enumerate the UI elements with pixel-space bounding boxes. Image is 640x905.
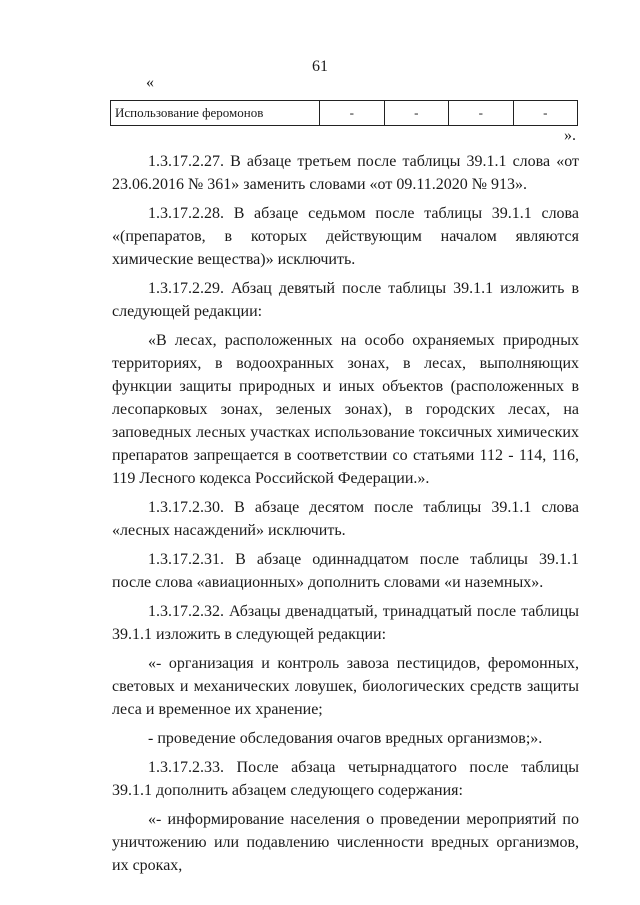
table-cell: - <box>449 101 514 126</box>
paragraph: «- организация и контроль завоза пестицидов, феромонных, световых и механических ловушек, биологических средств защиты леса и временное их хранение; <box>112 655 579 718</box>
paragraph: 1.3.17.2.32. Абзацы двенадцатый, тринадцатый после таблицы 39.1.1 изложить в следующей редакции: <box>112 603 579 643</box>
paragraph: - проведение обследования очагов вредных организмов;». <box>148 730 543 747</box>
paragraph: 1.3.17.2.28. В абзаце седьмом после таблицы 39.1.1 слова «(препаратов, в которых действующим началом являются химические вещества)» исключить. <box>112 205 579 268</box>
paragraph: 1.3.17.2.27. В абзаце третьем после таблицы 39.1.1 слова «от 23.06.2016 № 361» заменить словами «от 09.11.2020 № 913». <box>112 153 579 193</box>
pesticide-table <box>110 100 578 126</box>
paragraph: 1.3.17.2.33. После абзаца четырнадцатого после таблицы 39.1.1 дополнить абзацем следующего содержания: <box>112 759 579 799</box>
paragraph: 1.3.17.2.29. Абзац девятый после таблицы 39.1.1 изложить в следующей редакции: <box>112 280 579 320</box>
table-cell: - <box>320 101 385 126</box>
table-row <box>111 101 578 126</box>
table-cell: - <box>384 101 449 126</box>
table-open-quote: « <box>146 74 154 91</box>
paragraph: «В лесах, расположенных на особо охраняемых природных территориях, в водоохранных зонах, в лесах, выполняющих функции защиты природных и иных объектов (расположенных в лесопарковых зонах, зеленых зонах), в городских лесах, на заповедных лесных участках использование токсичных химических препаратов запрещается в соответствии со статьями 112 - 114, 116, 119 Лесного кодекса Российской Федерации.». <box>112 332 579 487</box>
table-row-label: Использование феромонов <box>111 101 320 126</box>
table-close-quote: ». <box>564 127 576 144</box>
paragraph: 1.3.17.2.30. В абзаце десятом после таблицы 39.1.1 слова «лесных насаждений» исключить. <box>112 499 579 539</box>
document-body <box>112 150 579 883</box>
page-number: 61 <box>312 58 328 75</box>
paragraph: «- информирование населения о проведении мероприятий по уничтожению или подавлению численности вредных организмов, их сроках, <box>112 811 579 874</box>
table-cell: - <box>513 101 578 126</box>
paragraph: 1.3.17.2.31. В абзаце одиннадцатом после таблицы 39.1.1 после слова «авиационных» дополнить словами «и наземных». <box>112 551 579 591</box>
